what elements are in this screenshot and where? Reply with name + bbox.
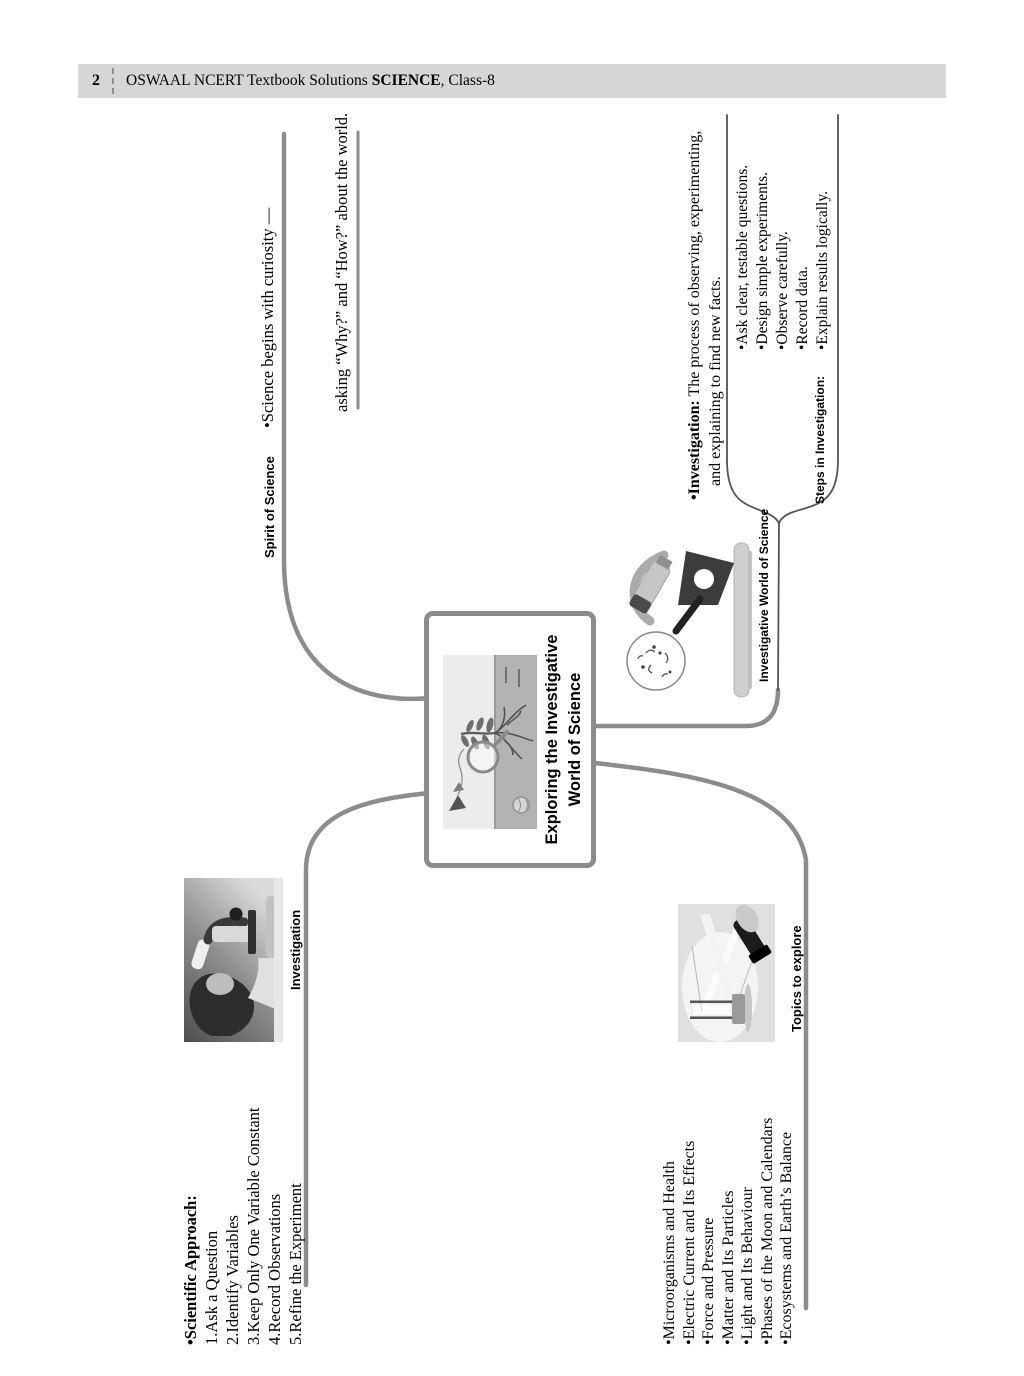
microscope-student-photo-art bbox=[184, 878, 283, 1042]
plant-magnifier-illustration bbox=[443, 655, 537, 829]
light-experiment-photo bbox=[678, 904, 775, 1042]
investigative-world-label: Investigative World of Science bbox=[757, 508, 771, 682]
list-item: •Design simple experiments. bbox=[754, 171, 771, 350]
header-title bbox=[126, 72, 495, 90]
list-item: •Ecosystems and Earth’s Balance bbox=[778, 1131, 795, 1345]
header-title-bold: SCIENCE bbox=[371, 72, 441, 89]
header-title-suffix: , Class-8 bbox=[440, 72, 495, 89]
topics-list bbox=[660, 1118, 797, 1345]
spirit-text-line2: asking “Why?” and “How?” about the world. bbox=[332, 112, 351, 412]
list-item: 4.Record Observations bbox=[265, 1193, 284, 1345]
list-item: •Record data. bbox=[794, 266, 811, 350]
list-item: •Ask clear, testable questions. bbox=[734, 164, 751, 350]
investigation-definition-rest: The process of observing, experimenting, bbox=[686, 130, 703, 401]
investigation-definition-bold: •Investigation: bbox=[686, 400, 703, 500]
mindmap bbox=[0, 108, 1024, 1360]
list-item: •Light and Its Behaviour bbox=[739, 1186, 756, 1345]
microscope-student-photo bbox=[184, 878, 283, 1042]
page-number: 2 bbox=[92, 72, 100, 89]
investigation-steps-list bbox=[733, 165, 833, 350]
topics-to-explore-label: Topics to explore bbox=[789, 925, 804, 1032]
spirit-text-line1: •Science begins with curiosity — bbox=[258, 207, 277, 428]
list-item: •Matter and Its Particles bbox=[719, 1190, 737, 1345]
list-item: •Phases of the Moon and Calendars bbox=[758, 1117, 776, 1345]
list-item: •Force and Pressure bbox=[700, 1217, 717, 1345]
list-item: •Explain results logically. bbox=[814, 191, 831, 350]
center-title-line2: World of Science bbox=[566, 672, 584, 807]
list-item: •Electric Current and Its Effects bbox=[680, 1140, 698, 1345]
investigation-definition-line2: and explaining to find new facts. bbox=[707, 276, 724, 486]
list-item: •Microorganisms and Health bbox=[661, 1161, 678, 1345]
header-divider bbox=[112, 68, 114, 94]
branch-line-investigation bbox=[306, 793, 430, 1285]
mindmap-rotated-container bbox=[0, 108, 1024, 1360]
list-item: 5.Refine the Experiment bbox=[286, 1183, 305, 1345]
investigation-label: Investigation bbox=[288, 909, 303, 990]
microscope-illustration bbox=[608, 535, 755, 705]
light-experiment-photo-art bbox=[678, 904, 775, 1042]
list-item: 3.Keep Only One Variable Constant bbox=[244, 1107, 263, 1345]
spirit-of-science-label: Spirit of Science bbox=[262, 456, 277, 558]
brace-connector-line bbox=[778, 524, 779, 690]
list-item: 2.Identify Variables bbox=[223, 1215, 242, 1345]
center-title-line1: Exploring the Investigative bbox=[543, 634, 561, 845]
center-node-title bbox=[541, 616, 587, 863]
center-node bbox=[424, 611, 596, 868]
investigation-definition bbox=[684, 100, 726, 500]
list-item: •Observe carefully. bbox=[774, 231, 791, 350]
steps-in-investigation-label: Steps in Investigation: bbox=[813, 375, 827, 504]
scientific-approach-title: •Scientific Approach: bbox=[181, 1195, 200, 1345]
scientific-approach-list bbox=[180, 1107, 306, 1345]
header-title-prefix: OSWAAL NCERT Textbook Solutions bbox=[126, 72, 372, 89]
page-header bbox=[78, 64, 946, 98]
list-item: 1.Ask a Question bbox=[202, 1230, 221, 1345]
